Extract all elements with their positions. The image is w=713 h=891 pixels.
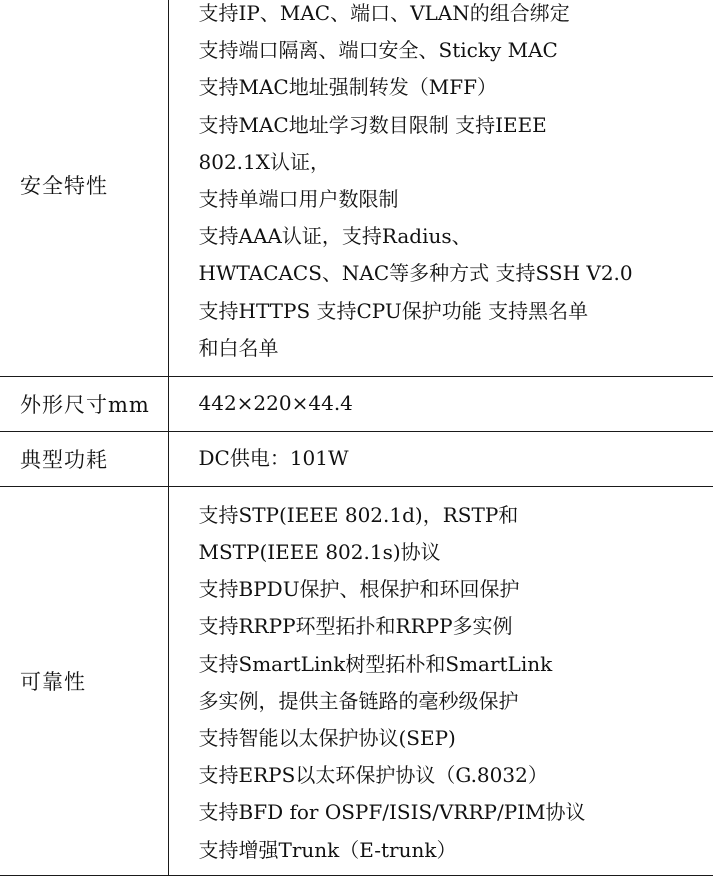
- value-line: 支持单端口用户数限制: [198, 186, 399, 211]
- table-row-reliability: [0, 486, 713, 875]
- table-row-dimensions: [0, 376, 713, 431]
- value-line: 支持MAC地址强制转发（MFF）: [198, 75, 497, 100]
- value-line: 多实例，提供主备链路的毫秒级保护: [198, 688, 519, 713]
- value-line: 支持AAA认证，支持Radius、: [198, 224, 472, 249]
- value-line: DC供电：101W: [198, 446, 349, 471]
- row-label-reliability: 可靠性: [0, 486, 168, 875]
- table-row-power: [0, 431, 713, 486]
- value-line: 支持SmartLink树型拓朴和SmartLink: [198, 651, 553, 676]
- row-label-security: 安全特性: [0, 0, 168, 376]
- value-line: 442×220×44.4: [198, 391, 353, 416]
- value-line: 支持端口隔离、端口安全、Sticky MAC: [198, 38, 558, 63]
- value-line: 支持STP(IEEE 802.1d)，RSTP和: [198, 502, 519, 527]
- row-value-reliability: [168, 486, 713, 875]
- table-row-security: [0, 0, 713, 376]
- value-line: 802.1X认证，: [198, 149, 330, 174]
- value-line: 和白名单: [198, 335, 279, 360]
- value-line: 支持BPDU保护、根保护和环回保护: [198, 577, 520, 602]
- row-value-dimensions: [168, 376, 713, 431]
- value-line: 支持智能以太保护协议(SEP): [198, 726, 456, 750]
- value-line: MSTP(IEEE 802.1s)协议: [198, 540, 441, 565]
- value-line: 支持增强Trunk（E-trunk）: [198, 837, 457, 862]
- value-line: 支持BFD for OSPF/ISIS/VRRP/PIM协议: [198, 800, 586, 825]
- row-label-power: 典型功耗: [0, 431, 168, 486]
- value-line: 支持ERPS以太环保护协议（G.8032）: [198, 763, 548, 788]
- row-value-power: [168, 431, 713, 486]
- row-label-dimensions: 外形尺寸mm: [0, 376, 168, 431]
- value-line: HWTACACS、NAC等多种方式 支持SSH V2.0: [198, 261, 633, 286]
- value-line: 支持MAC地址学习数目限制 支持IEEE: [198, 112, 547, 137]
- value-line: 支持HTTPS 支持CPU保护功能 支持黑名单: [198, 298, 589, 323]
- value-line: 支持IP、MAC、端口、VLAN的组合绑定: [198, 1, 570, 25]
- row-value-security: [168, 0, 713, 376]
- value-line: 支持RRPP环型拓扑和RRPP多实例: [198, 614, 513, 639]
